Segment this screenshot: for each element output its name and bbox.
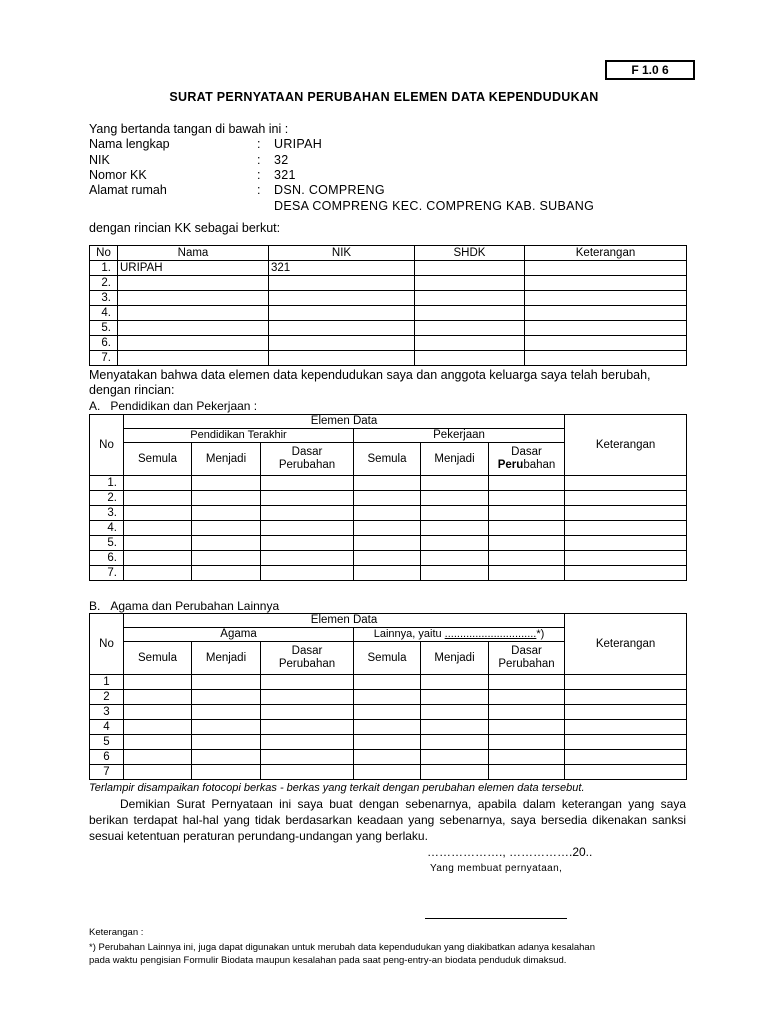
table-row: [90, 750, 687, 765]
cell[interactable]: [192, 491, 261, 506]
signature-line[interactable]: [425, 918, 567, 919]
row-shdk[interactable]: [415, 276, 525, 291]
cell[interactable]: [354, 705, 421, 720]
cell[interactable]: [124, 690, 192, 705]
cell[interactable]: [354, 536, 421, 551]
row-shdk[interactable]: [415, 336, 525, 351]
intro-text: Yang bertanda tangan di bawah ini :: [89, 122, 289, 136]
cell[interactable]: [354, 750, 421, 765]
colon: :: [257, 183, 261, 197]
row-nama[interactable]: [118, 291, 269, 306]
nik-value: 32: [274, 153, 289, 167]
cell[interactable]: [354, 735, 421, 750]
colon: :: [257, 153, 261, 167]
cell[interactable]: [421, 476, 489, 491]
row-nama[interactable]: [118, 306, 269, 321]
dasar-line1: Dasar: [511, 645, 542, 657]
place-date[interactable]: ………………., …………….20..: [427, 845, 593, 859]
table-row: [90, 765, 687, 780]
section-b-title: Agama dan Perubahan Lainnya: [110, 599, 280, 613]
cell[interactable]: [354, 690, 421, 705]
row-no: 5.: [90, 536, 124, 551]
cell[interactable]: [421, 521, 489, 536]
cell[interactable]: [124, 521, 192, 536]
dasar-line2: Perubahan: [278, 658, 336, 670]
cell[interactable]: [192, 551, 261, 566]
dasar-line1: Dasar: [291, 446, 323, 458]
table-row: [90, 675, 687, 690]
cell[interactable]: [565, 476, 687, 491]
table-row: [90, 720, 687, 735]
group-pekerjaan: Pekerjaan: [354, 429, 565, 443]
col-dasar-perubahan: [489, 443, 565, 476]
row-no: 3.: [90, 291, 118, 306]
cell[interactable]: [261, 521, 354, 536]
cell[interactable]: [565, 566, 687, 581]
col-semula: Semula: [124, 642, 192, 675]
row-nama[interactable]: URIPAH: [118, 261, 269, 276]
cell[interactable]: [489, 536, 565, 551]
group-pendidikan: Pendidikan Terakhir: [124, 429, 354, 443]
row-no: 5: [90, 735, 124, 750]
col-no: No: [90, 415, 124, 476]
row-shdk[interactable]: [415, 321, 525, 336]
row-keterangan[interactable]: [525, 291, 687, 306]
row-no: 7.: [90, 566, 124, 581]
signer-label: Yang membuat pernyataan,: [430, 863, 563, 874]
cell[interactable]: [421, 705, 489, 720]
cell[interactable]: [354, 675, 421, 690]
cell[interactable]: [124, 566, 192, 581]
colon: :: [257, 137, 261, 151]
table-row: [90, 551, 687, 566]
section-a-title: Pendidikan dan Pekerjaan :: [110, 399, 258, 413]
table-row: [90, 491, 687, 506]
dasar-bold-part: Peru: [497, 459, 524, 471]
statement-line2: dengan rincian:: [89, 383, 175, 397]
cell[interactable]: [124, 491, 192, 506]
cell[interactable]: [565, 491, 687, 506]
table-row: [90, 566, 687, 581]
row-nik[interactable]: [269, 291, 415, 306]
nik-label: NIK: [89, 153, 110, 167]
table-row: [90, 521, 687, 536]
table-row: [90, 276, 687, 291]
cell[interactable]: [124, 705, 192, 720]
col-semula: Semula: [124, 443, 192, 476]
row-keterangan[interactable]: [525, 306, 687, 321]
page-title: SURAT PERNYATAAN PERUBAHAN ELEMEN DATA KEPENDUDUKAN: [169, 90, 599, 104]
group-lainnya: [354, 628, 565, 642]
section-b-table: [89, 613, 687, 780]
row-shdk[interactable]: [415, 261, 525, 276]
row-nama[interactable]: [118, 336, 269, 351]
section-a-letter: A.: [89, 399, 101, 413]
table-row: [90, 306, 687, 321]
row-no: 6: [90, 750, 124, 765]
col-elemen-data: Elemen Data: [124, 614, 565, 628]
footnote-line1: *) Perubahan Lainnya ini, juga dapat digunakan untuk merubah data kependudukan yang diakibatkan adanya kesalahan: [89, 942, 595, 953]
row-no: 2.: [90, 491, 124, 506]
cell[interactable]: [261, 491, 354, 506]
cell[interactable]: [565, 750, 687, 765]
footnote-line2: pada waktu pengisian Formulir Biodata maupun kesalahan pada saat peng-entry-an biodata penduduk dimaksud.: [89, 955, 567, 966]
cell[interactable]: [421, 675, 489, 690]
header-row: [90, 614, 687, 628]
cell[interactable]: [354, 720, 421, 735]
row-nama[interactable]: [118, 351, 269, 366]
col-dasar-perubahan: [261, 443, 354, 476]
table-row: [90, 735, 687, 750]
cell[interactable]: [489, 705, 565, 720]
table-row: [90, 261, 687, 276]
cell[interactable]: [261, 750, 354, 765]
section-b-letter: B.: [89, 599, 101, 613]
cell[interactable]: [489, 675, 565, 690]
row-nik[interactable]: [269, 336, 415, 351]
row-shdk[interactable]: [415, 306, 525, 321]
col-menjadi: Menjadi: [192, 443, 261, 476]
row-no: 7: [90, 765, 124, 780]
col-semula: Semula: [354, 642, 421, 675]
attachment-note: Terlampir disampaikan fotocopi berkas - berkas yang terkait dengan perubahan elemen data tersebut.: [89, 782, 585, 794]
cell[interactable]: [192, 705, 261, 720]
row-no: 4: [90, 720, 124, 735]
cell[interactable]: [124, 476, 192, 491]
col-no: No: [90, 614, 124, 675]
kk-col-no: No: [90, 246, 118, 261]
cell[interactable]: [354, 491, 421, 506]
table-row: [90, 705, 687, 720]
cell[interactable]: [489, 521, 565, 536]
row-no: 1.: [90, 476, 124, 491]
statement-line1: Menyatakan bahwa data elemen data kependudukan saya dan anggota keluarga saya telah berubah,: [89, 368, 651, 382]
cell[interactable]: [354, 476, 421, 491]
cell[interactable]: [124, 750, 192, 765]
dasar-rest-part: bahan: [523, 459, 556, 471]
cell[interactable]: [124, 765, 192, 780]
cell[interactable]: [192, 506, 261, 521]
cell[interactable]: [565, 536, 687, 551]
cell[interactable]: [354, 765, 421, 780]
cell[interactable]: [489, 476, 565, 491]
cell[interactable]: [565, 551, 687, 566]
cell[interactable]: [261, 566, 354, 581]
lainnya-suffix: *): [536, 628, 545, 640]
cell[interactable]: [565, 675, 687, 690]
address-label: Alamat rumah: [89, 183, 167, 197]
table-row: [90, 690, 687, 705]
cell[interactable]: [261, 476, 354, 491]
kk-col-shdk: SHDK: [415, 246, 525, 261]
cell[interactable]: [192, 750, 261, 765]
kk-intro: dengan rincian KK sebagai berkut:: [89, 221, 281, 235]
kk-table: [89, 245, 687, 366]
row-keterangan[interactable]: [525, 261, 687, 276]
row-shdk[interactable]: [415, 351, 525, 366]
form-code-box: F 1.0 6: [605, 60, 695, 80]
cell[interactable]: [124, 536, 192, 551]
col-menjadi: Menjadi: [192, 642, 261, 675]
cell[interactable]: [565, 720, 687, 735]
row-no: 5.: [90, 321, 118, 336]
cell[interactable]: [261, 675, 354, 690]
row-no: 2: [90, 690, 124, 705]
kk-label: Nomor KK: [89, 168, 147, 182]
row-keterangan[interactable]: [525, 351, 687, 366]
col-dasar-perubahan: [261, 642, 354, 675]
row-nama[interactable]: [118, 276, 269, 291]
cell[interactable]: [489, 551, 565, 566]
cell[interactable]: [261, 551, 354, 566]
cell[interactable]: [192, 566, 261, 581]
cell[interactable]: [192, 675, 261, 690]
row-keterangan[interactable]: [525, 321, 687, 336]
col-dasar-perubahan: [489, 642, 565, 675]
cell[interactable]: [354, 551, 421, 566]
row-no: 3.: [90, 506, 124, 521]
cell[interactable]: [261, 765, 354, 780]
kk-col-keterangan: Keterangan: [525, 246, 687, 261]
cell[interactable]: [421, 566, 489, 581]
cell[interactable]: [565, 735, 687, 750]
cell[interactable]: [261, 506, 354, 521]
col-menjadi: Menjadi: [421, 642, 489, 675]
kk-value: 321: [274, 168, 296, 182]
header-row: [90, 415, 687, 429]
closing-paragraph: Demikian Surat Pernyataan ini saya buat dengan sebenarnya, apabila dalam keterangan yang saya berikan terdapat hal-hal yang tidak berdasarkan keadaan yang sebenarnya, saya bersedia dikenakan sanksi sesuai ketentuan peraturan perundang-undangan yang berlaku.: [89, 797, 686, 843]
cell[interactable]: [192, 720, 261, 735]
row-nik[interactable]: [269, 321, 415, 336]
row-keterangan[interactable]: [525, 276, 687, 291]
cell[interactable]: [421, 750, 489, 765]
row-nik[interactable]: [269, 306, 415, 321]
row-no: 4.: [90, 306, 118, 321]
lainnya-blank[interactable]: ..............................: [444, 628, 537, 640]
kk-col-nama: Nama: [118, 246, 269, 261]
cell[interactable]: [261, 720, 354, 735]
dasar-line1: Dasar: [511, 446, 542, 458]
row-keterangan[interactable]: [525, 336, 687, 351]
section-b-heading: [89, 599, 279, 613]
row-shdk[interactable]: [415, 291, 525, 306]
cell[interactable]: [489, 735, 565, 750]
row-no: 1: [90, 675, 124, 690]
row-no: 6.: [90, 336, 118, 351]
cell[interactable]: [124, 720, 192, 735]
cell[interactable]: [421, 690, 489, 705]
cell[interactable]: [489, 690, 565, 705]
cell[interactable]: [261, 536, 354, 551]
cell[interactable]: [192, 690, 261, 705]
row-no: 2.: [90, 276, 118, 291]
colon: :: [257, 168, 261, 182]
cell[interactable]: [261, 690, 354, 705]
group-agama: Agama: [124, 628, 354, 642]
dasar-line2: Perubahan: [498, 658, 555, 670]
cell[interactable]: [489, 720, 565, 735]
table-row: [90, 351, 687, 366]
cell[interactable]: [489, 765, 565, 780]
cell[interactable]: [489, 506, 565, 521]
section-a-heading: [89, 399, 257, 413]
col-elemen-data: Elemen Data: [124, 415, 565, 429]
cell[interactable]: [421, 765, 489, 780]
row-no: 3: [90, 705, 124, 720]
cell[interactable]: [192, 735, 261, 750]
cell[interactable]: [261, 735, 354, 750]
address-line1: DSN. COMPRENG: [274, 183, 385, 197]
cell[interactable]: [565, 521, 687, 536]
address-line2: DESA COMPRENG KEC. COMPRENG KAB. SUBANG: [274, 199, 595, 213]
section-a-table: [89, 414, 687, 581]
row-nama[interactable]: [118, 321, 269, 336]
footnote-title: Keterangan :: [89, 927, 144, 938]
cell[interactable]: [354, 566, 421, 581]
cell[interactable]: [354, 521, 421, 536]
row-no: 7.: [90, 351, 118, 366]
table-row: [90, 291, 687, 306]
cell[interactable]: [192, 521, 261, 536]
table-row: [90, 336, 687, 351]
name-label: Nama lengkap: [89, 137, 170, 151]
cell[interactable]: [421, 551, 489, 566]
cell[interactable]: [124, 551, 192, 566]
cell[interactable]: [124, 735, 192, 750]
table-row: [90, 506, 687, 521]
cell[interactable]: [489, 491, 565, 506]
cell[interactable]: [421, 491, 489, 506]
col-keterangan: Keterangan: [565, 614, 687, 675]
row-nik[interactable]: 321: [269, 261, 415, 276]
cell[interactable]: [421, 536, 489, 551]
cell[interactable]: [489, 750, 565, 765]
lainnya-prefix: Lainnya, yaitu: [373, 628, 445, 640]
col-semula: Semula: [354, 443, 421, 476]
cell[interactable]: [354, 506, 421, 521]
cell[interactable]: [192, 476, 261, 491]
cell[interactable]: [421, 506, 489, 521]
cell[interactable]: [565, 705, 687, 720]
dasar-line1: Dasar: [291, 645, 323, 657]
cell[interactable]: [421, 720, 489, 735]
cell[interactable]: [421, 735, 489, 750]
kk-header-row: [90, 246, 687, 261]
col-keterangan: Keterangan: [565, 415, 687, 476]
cell[interactable]: [565, 765, 687, 780]
row-nik[interactable]: [269, 276, 415, 291]
row-no: 4.: [90, 521, 124, 536]
cell[interactable]: [565, 690, 687, 705]
cell[interactable]: [192, 536, 261, 551]
col-menjadi: Menjadi: [421, 443, 489, 476]
table-row: [90, 321, 687, 336]
row-nik[interactable]: [269, 351, 415, 366]
table-row: [90, 536, 687, 551]
cell[interactable]: [124, 675, 192, 690]
cell[interactable]: [565, 506, 687, 521]
dasar-line2: Perubahan: [278, 459, 336, 471]
cell[interactable]: [261, 705, 354, 720]
table-row: [90, 476, 687, 491]
cell[interactable]: [489, 566, 565, 581]
kk-col-nik: NIK: [269, 246, 415, 261]
row-no: 1.: [90, 261, 118, 276]
row-no: 6.: [90, 551, 124, 566]
cell[interactable]: [192, 765, 261, 780]
cell[interactable]: [124, 506, 192, 521]
name-value: URIPAH: [274, 137, 323, 151]
